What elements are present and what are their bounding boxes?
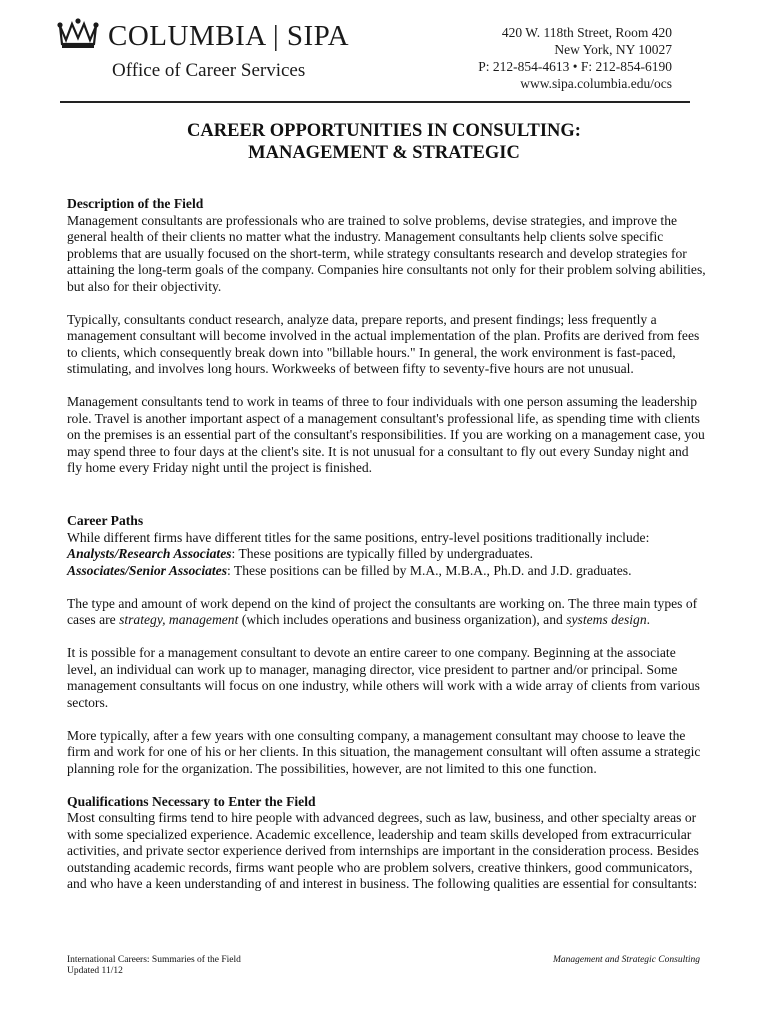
section-heading-description: Description of the Field (67, 196, 204, 211)
paragraph: While different firms have different titles for the same positions, entry-level positions traditionally include: (67, 529, 650, 545)
section-heading-qualifications: Qualifications Necessary to Enter the Field (67, 793, 316, 809)
position-desc: : These positions can be filled by M.A., M.B.A., Ph.D. and J.D. graduates. (227, 562, 632, 578)
text-run: . (646, 612, 651, 627)
page-title (0, 120, 768, 164)
paragraph: More typically, after a few years with one consulting company, a management consultant may choose to leave the firm and work for one of his or her clients. In this situation, the management consultant will often assume a strategic planning role for the organization. The possibilities, however, are not limited to this one function. (67, 727, 701, 776)
text-run-italic: systems design (566, 612, 647, 627)
paragraph: Management consultants are professionals who are trained to solve problems, devise strategies, and improve the general health of their clients no matter what the industry. Management consultants help clients solve specific problems that are usually focused on the short-term, while strategy consultants research and develop strategies for attaining the long-term goals of the company. Companies hire consultants not only for their problem solving abilities, but also for their objectivity. (67, 212, 706, 294)
address-street: 420 W. 118th Street, Room 420 (501, 25, 672, 40)
position-label: Analysts/Research Associates (67, 546, 232, 561)
footer-right: Management and Strategic Consulting (553, 955, 700, 965)
title-line-1: CAREER OPPORTUNITIES IN CONSULTING: (187, 121, 581, 141)
paragraph: It is possible for a management consultant to devote an entire career to one company. Beginning at the associate level, an individual can work up to manager, managing director, vice president to partner and/or principal. Some management consultants will focus on one industry, while others will work with a wide array of clients from various sectors. (67, 645, 700, 710)
office-name: Office of Career Services (112, 60, 306, 81)
paragraph: Typically, consultants conduct research, analyze data, prepare reports, and present findings; less frequently a management consultant will become involved in the actual implementation of the plan. Profits are derived from fees to clients, which consequently break down into "billable hours." In general, the work environment is fast-paced, stimulating, and involves long hours. Workweeks of between fifty to seventy-five hours are not unusual. (67, 311, 700, 376)
paragraph: Most consulting firms tend to hire people with advanced degrees, such as law, business, and other specialty areas or with some specialized experience. Academic excellence, leadership and team skills developed from extracurricular activities, and private sector experience derived from internships are important in the consideration process. Besides outstanding academic records, firms want people who are problem solvers, creative thinkers, good communicators, and who have a keen understanding of and interest in business. The following qualities are essential for consultants: (67, 810, 699, 891)
address-phone-fax: P: 212-854-4613 • F: 212-854-6190 (478, 59, 672, 74)
header-divider (60, 101, 690, 103)
address-city: New York, NY 10027 (554, 42, 672, 57)
footer-updated: Updated 11/12 (67, 966, 123, 976)
list-item (67, 546, 707, 563)
text-run: The type and amount of work depend on the kind of project the consultants are working on. The three main types of cases are (67, 595, 698, 627)
text-run: (which includes operations and business organization), and (238, 612, 567, 627)
letterhead (0, 0, 768, 110)
address-block (478, 24, 672, 92)
footer-series: International Careers: Summaries of the Field (67, 955, 241, 965)
position-desc: : These positions are typically filled by undergraduates. (231, 546, 534, 561)
address-website[interactable]: www.sipa.columbia.edu/ocs (520, 76, 672, 91)
text-run-italic: strategy, management (119, 612, 239, 627)
footer-left (67, 955, 241, 977)
document-body (67, 196, 707, 909)
title-line-2: MANAGEMENT & STRATEGIC (248, 143, 520, 163)
section-heading-career-paths: Career Paths (67, 513, 144, 528)
paragraph (67, 596, 707, 629)
crown-logo-icon (56, 16, 100, 50)
position-label: Associates/Senior Associates (67, 562, 227, 578)
logo-wordmark: COLUMBIA | SIPA (108, 20, 350, 52)
list-item (67, 563, 707, 580)
paragraph: Management consultants tend to work in teams of three to four individuals with one person assuming the leadership role. Travel is another important aspect of a management consultant's professional life, as spending time with clients on the premises is an essential part of the consultant's responsibilities. If you are working on a management case, you may spend three to four days at the client's site. It is not unusual for a consultant to fly out every Sunday night and fly home every Friday night until the project is finished. (67, 394, 705, 475)
